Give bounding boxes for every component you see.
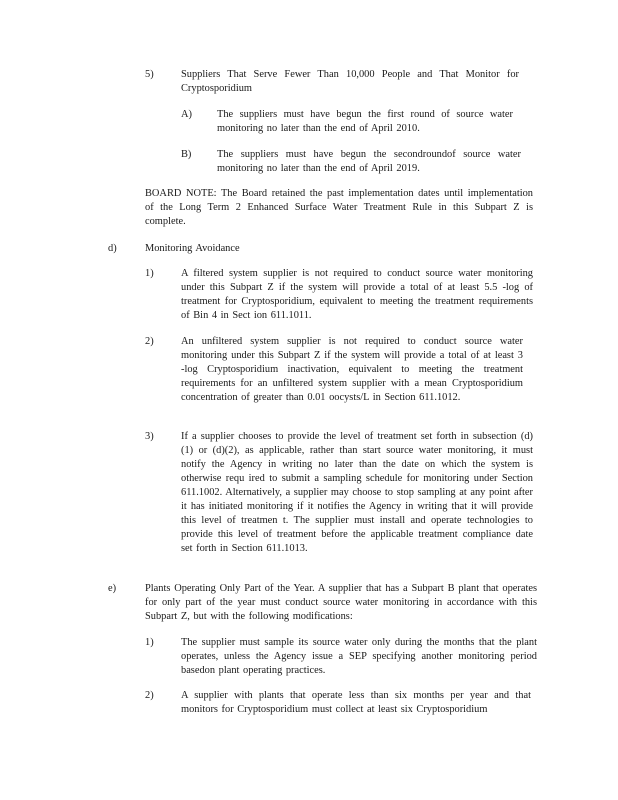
item-d1-label: 1)	[145, 268, 154, 279]
item-d2-text: An unfiltered system supplier is not required to conduct source water monitoring under this Subpart Z if the system will provide a total of at least 3 -log Cryptosporidium inactivation, equivalent to meeting the treatment requirements for an unfiltered system supplier with a mean Cryptosporidium concentration of greater than 0.01 oocysts/L in Section 611.1012.	[181, 336, 523, 403]
item-5-label: 5)	[145, 69, 154, 80]
section-e-label: e)	[108, 583, 117, 594]
item-d3-label: 3)	[145, 431, 154, 442]
item-e1-label: 1)	[145, 637, 154, 648]
item-d2-label: 2)	[145, 336, 154, 347]
item-e1-text: The supplier must sample its source water only during the months that the plant operates, unless the Agency issue a SEP specifying another monitoring period basedon plant operating practices.	[181, 637, 537, 676]
item-5-heading: Suppliers That Serve Fewer Than 10,000 People and That Monitor for Cryptosporidium	[181, 69, 519, 94]
item-e2-label: 2)	[145, 690, 154, 701]
item-5a-label: A)	[181, 109, 192, 120]
item-d3-text: If a supplier chooses to provide the level of treatment set forth in subsection (d)(1) or (d)(2), as applicable, rather than start source water monitoring, it must notify the Agency in writing no later than the date on which the system is otherwise requ ired to submit a sampling schedule for monitoring under Section 611.1002. Alternatively, a supplier may choose to stop sampling at any point after it has initiated monitoring if it notifies the Agency in writing that it will provide this level of treatmen t. The supplier must install and operate technologies to provide this level of treatment before the applicable treatment compliance date set forth in Section 611.1013.	[181, 431, 533, 554]
section-d-heading: Monitoring Avoidance	[145, 243, 240, 254]
item-5b-label: B)	[181, 149, 192, 160]
board-note: BOARD NOTE: The Board retained the past implementation dates until implementation of the Long Term 2 Enhanced Surface Water Treatment Rule in this Subpart Z is complete.	[145, 188, 533, 227]
item-5b-text: The suppliers must have begun the secondroundof source water monitoring no later than the end of April 2019.	[217, 149, 521, 174]
item-e2-text: A supplier with plants that operate less than six months per year and that monitors for Cryptosporidium must collect at least six Cryptosporidium	[181, 690, 531, 715]
section-d-label: d)	[108, 243, 117, 254]
section-e-text: Plants Operating Only Part of the Year. A supplier that has a Subpart B plant that operates for only part of the year must conduct source water monitoring in accordance with this Subpart Z, but with the following modifications:	[145, 583, 537, 622]
item-5a-text: The suppliers must have begun the first round of source water monitoring no later than the end of April 2010.	[217, 109, 513, 134]
item-d1-text: A filtered system supplier is not required to conduct source water monitoring under this Subpart Z if the system will provide a total of at least 5.5 -log of treatment for Cryptosporidium, equivalent to meeting the treatment requirements of Bin 4 in Sect ion 611.1011.	[181, 268, 533, 321]
